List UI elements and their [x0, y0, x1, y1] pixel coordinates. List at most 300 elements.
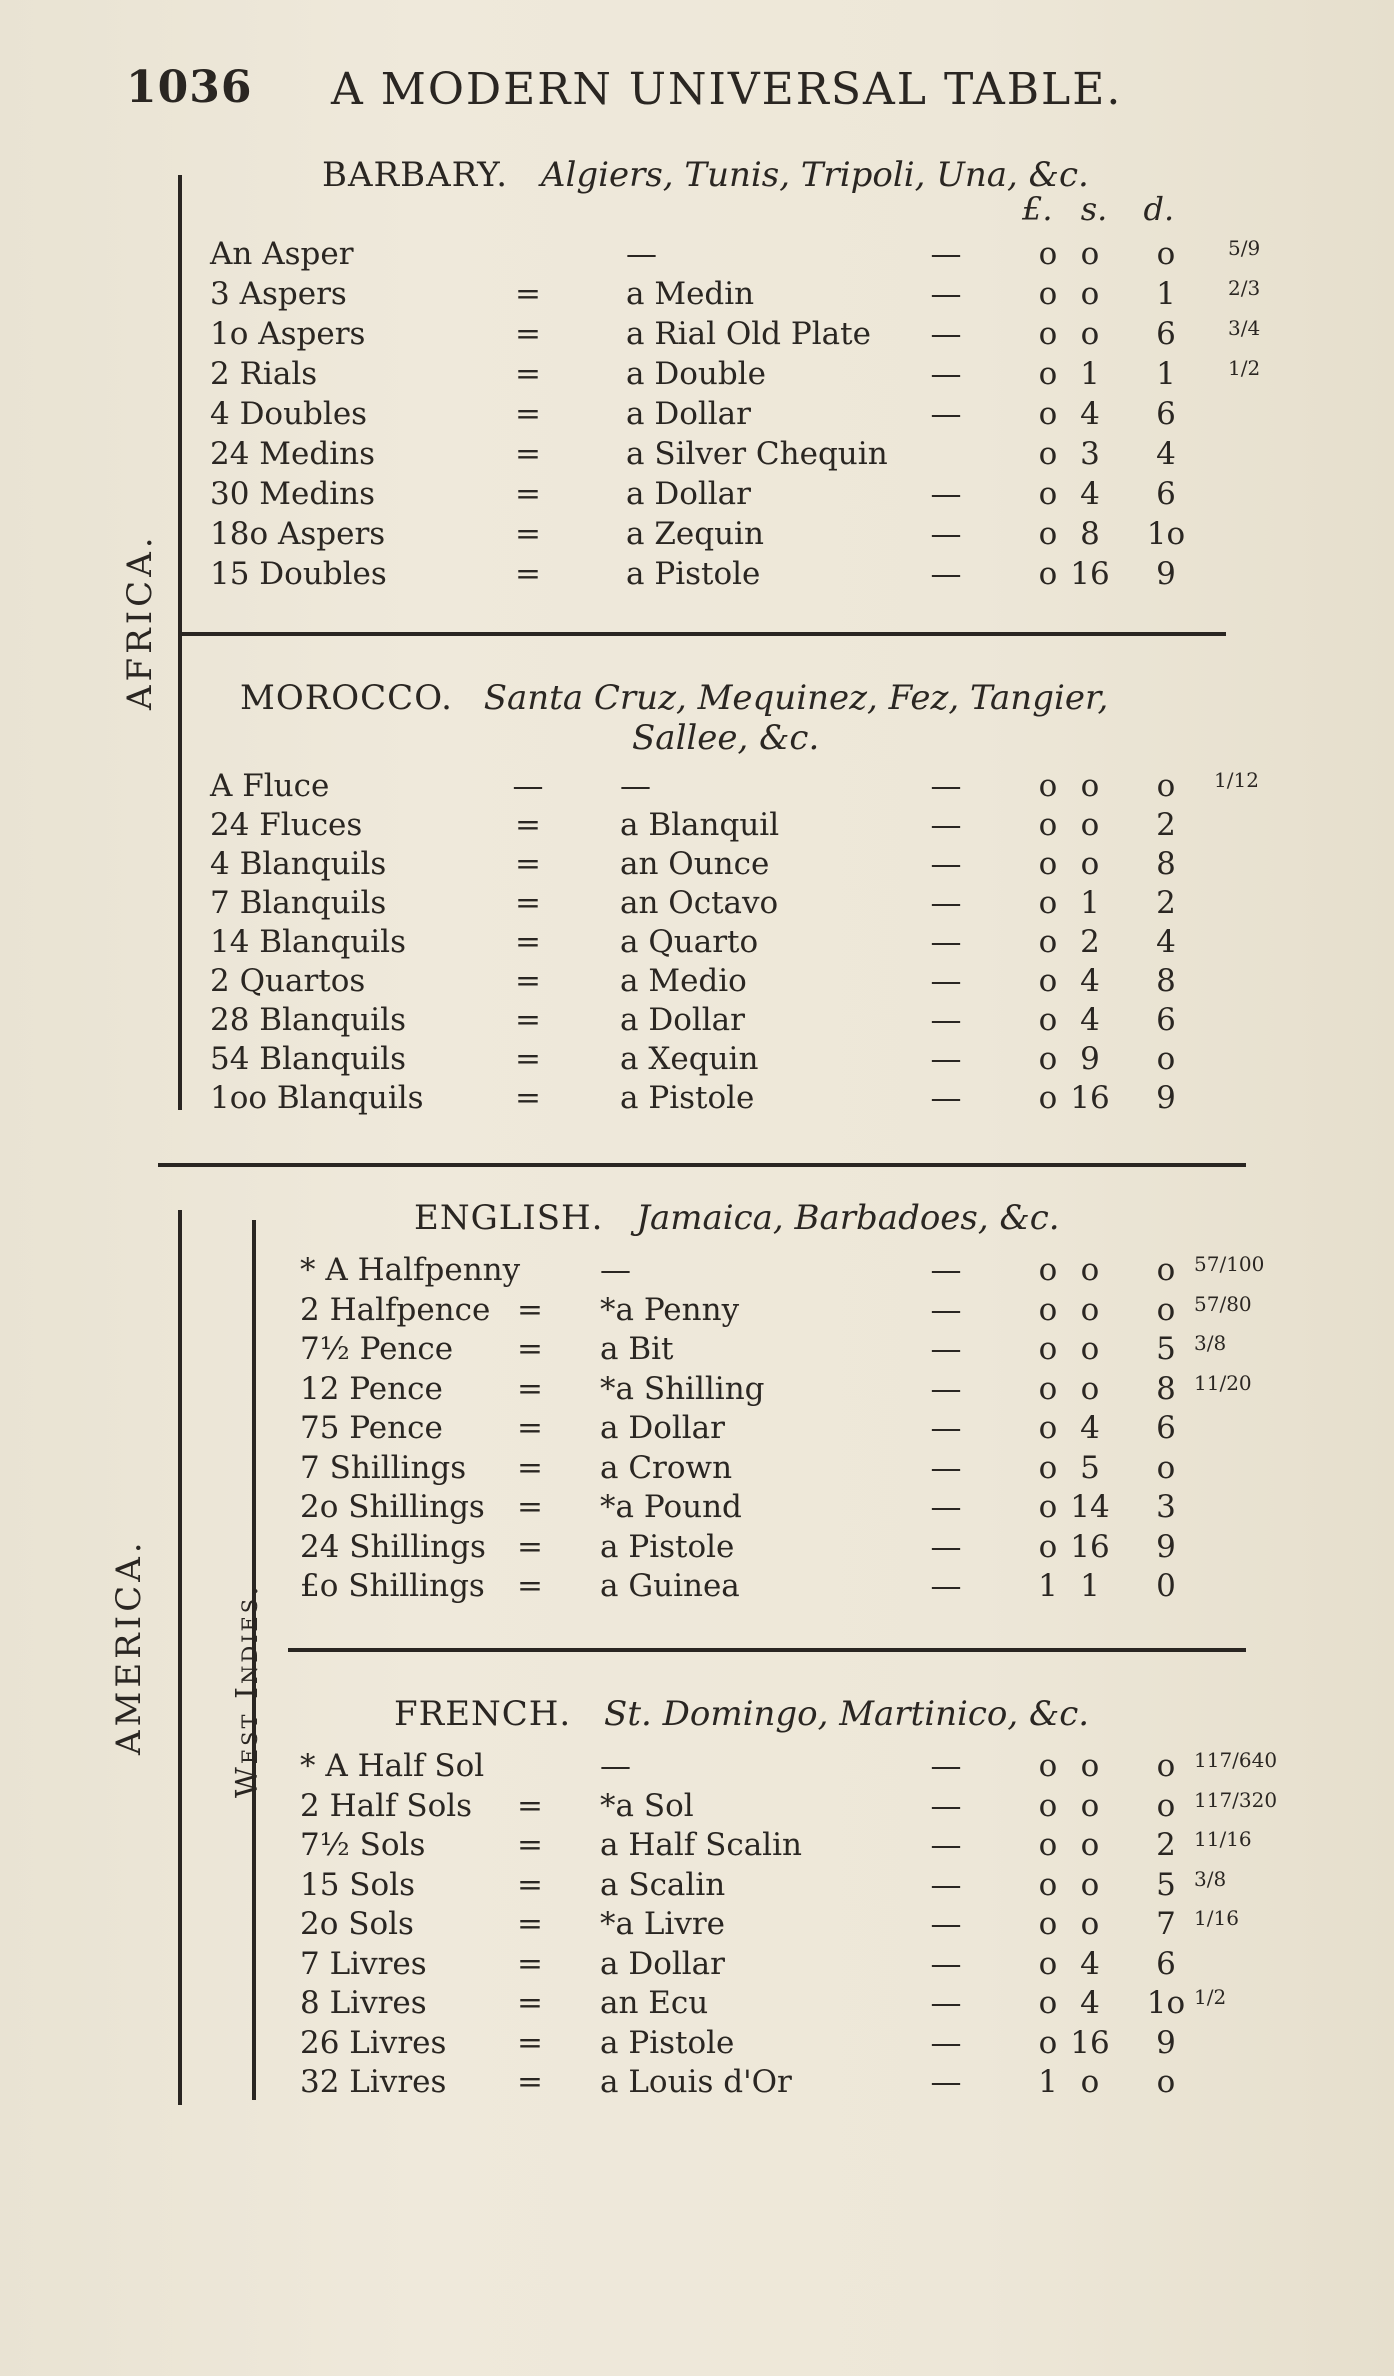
row-pence: 1	[1156, 356, 1176, 392]
table-row	[0, 556, 1394, 596]
row-left-quantity: 2o Sols	[300, 1906, 414, 1942]
table-row	[0, 2064, 1394, 2104]
morocco-title: MOROCCO.	[240, 678, 453, 718]
row-left-quantity: 2 Quartos	[210, 963, 366, 999]
row-left-quantity: * A Half Sol	[300, 1748, 485, 1784]
row-left-quantity: A Fluce	[210, 768, 330, 804]
row-pence: 3	[1156, 1489, 1176, 1525]
row-shillings: o	[1080, 1291, 1100, 1328]
row-pence-fraction: 57/80	[1194, 1291, 1252, 1316]
row-dash: —	[930, 1449, 962, 1486]
row-right-coin: a Xequin	[620, 1041, 759, 1077]
row-equals-sign: =	[515, 963, 541, 999]
row-equals-sign: =	[515, 396, 541, 432]
row-pence: 2	[1156, 1827, 1176, 1863]
row-right-coin: a Crown	[600, 1449, 733, 1486]
row-pence: 2	[1156, 885, 1176, 921]
row-equals-sign: =	[515, 846, 541, 882]
row-shillings: 8	[1080, 516, 1100, 552]
table-row	[0, 1002, 1394, 1042]
row-equals-sign: =	[517, 2064, 543, 2100]
row-pence: o	[1156, 2064, 1176, 2100]
row-equals-sign: =	[515, 316, 541, 352]
row-dash: —	[930, 963, 962, 999]
row-shillings: o	[1080, 768, 1100, 804]
row-pounds: o	[1038, 1906, 1058, 1942]
row-right-coin: a Pistole	[600, 2024, 735, 2061]
row-pence: 9	[1156, 2024, 1176, 2061]
row-pence: o	[1156, 768, 1176, 804]
row-pounds: o	[1038, 885, 1058, 921]
row-shillings: 4	[1080, 1002, 1100, 1038]
row-pence: 9	[1156, 556, 1176, 592]
row-equals-sign: =	[517, 1331, 543, 1367]
row-pence: o	[1156, 1291, 1176, 1328]
barbary-title: BARBARY.	[322, 155, 509, 195]
row-pence: o	[1156, 1748, 1176, 1784]
row-shillings: o	[1080, 1866, 1100, 1903]
row-right-coin: a Blanquil	[620, 807, 780, 843]
table-row	[0, 1985, 1394, 2025]
row-left-quantity: £o Shillings	[300, 1568, 485, 1604]
table-row	[0, 924, 1394, 964]
table-row	[0, 1906, 1394, 1946]
row-dash: —	[930, 556, 962, 592]
row-shillings: o	[1080, 1370, 1100, 1407]
row-left-quantity: 7 Shillings	[300, 1449, 467, 1486]
row-pence: 8	[1156, 963, 1176, 999]
row-right-coin: a Pistole	[600, 1528, 735, 1565]
row-pence: 1	[1156, 276, 1176, 312]
table-row	[0, 1946, 1394, 1986]
row-pounds: o	[1038, 236, 1058, 272]
row-shillings: o	[1080, 1252, 1100, 1288]
row-dash: —	[930, 885, 962, 921]
row-equals-sign: =	[515, 476, 541, 512]
row-pounds: o	[1038, 1252, 1058, 1288]
morocco-places-line2: Sallee, &c.	[632, 718, 820, 758]
row-equals-sign: =	[515, 1041, 541, 1077]
barbary-places: Algiers, Tunis, Tripoli, Una, &c.	[540, 155, 1089, 195]
row-pence-fraction: 117/640	[1194, 1748, 1278, 1772]
row-pounds: 1	[1038, 2064, 1058, 2100]
row-shillings: 16	[1070, 556, 1110, 592]
row-pounds: o	[1038, 276, 1058, 312]
row-right-coin: a Half Scalin	[600, 1827, 802, 1863]
row-right-coin: an Ounce	[620, 846, 770, 882]
row-dash: —	[930, 236, 962, 272]
row-pence: o	[1156, 236, 1176, 272]
table-row	[0, 885, 1394, 925]
row-equals-sign: =	[515, 516, 541, 552]
row-left-quantity: 18o Aspers	[210, 516, 386, 552]
row-dash: —	[930, 846, 962, 882]
row-right-coin: *a Shilling	[600, 1370, 765, 1407]
row-right-coin: —	[626, 236, 657, 272]
row-pounds: o	[1038, 356, 1058, 392]
row-pounds: o	[1038, 1041, 1058, 1077]
row-dash: —	[930, 1410, 962, 1446]
table-row	[0, 963, 1394, 1003]
row-shillings: 5	[1080, 1449, 1100, 1486]
row-pence-fraction: 57/100	[1194, 1252, 1265, 1276]
row-pence-fraction: 117/320	[1194, 1787, 1278, 1812]
row-pence: 6	[1156, 316, 1176, 352]
row-left-quantity: 4 Doubles	[210, 396, 368, 432]
row-dash: —	[930, 1080, 962, 1116]
row-pounds: o	[1038, 768, 1058, 804]
row-pounds: o	[1038, 2024, 1058, 2061]
row-pence: 1o	[1146, 1985, 1186, 2021]
row-left-quantity: 12 Pence	[300, 1370, 443, 1407]
row-right-coin: an Octavo	[620, 885, 779, 921]
row-pounds: o	[1038, 1331, 1058, 1367]
table-row	[0, 1748, 1394, 1788]
row-equals-sign: =	[517, 1291, 543, 1328]
row-equals-sign: =	[517, 1787, 543, 1824]
row-shillings: 4	[1080, 1985, 1100, 2021]
row-pence: 5	[1156, 1866, 1176, 1903]
row-dash: —	[930, 276, 962, 312]
row-equals-sign: =	[515, 807, 541, 843]
row-left-quantity: 1oo Blanquils	[210, 1080, 424, 1116]
table-row	[0, 2025, 1394, 2065]
row-dash: —	[930, 1866, 962, 1903]
row-dash: —	[930, 1985, 962, 2021]
french-heading	[394, 1694, 1089, 1734]
row-pence: 8	[1156, 846, 1176, 882]
row-pounds: o	[1038, 963, 1058, 999]
row-equals-sign: =	[515, 885, 541, 921]
row-dash: —	[930, 356, 962, 392]
row-dash: —	[930, 1945, 962, 1982]
row-pence: o	[1156, 1449, 1176, 1486]
row-dash: —	[930, 2064, 962, 2100]
row-pounds: o	[1038, 1945, 1058, 1982]
row-pence-fraction: 3/8	[1194, 1866, 1227, 1891]
row-left-quantity: 1o Aspers	[210, 316, 366, 352]
row-shillings: 1	[1080, 356, 1100, 392]
row-equals-sign: =	[515, 276, 541, 312]
row-equals-sign: =	[515, 1002, 541, 1038]
row-pounds: o	[1038, 1291, 1058, 1328]
row-pence: 9	[1156, 1528, 1176, 1565]
row-pence: o	[1156, 1252, 1176, 1288]
row-dash: —	[930, 768, 962, 804]
row-shillings: 16	[1070, 1080, 1110, 1116]
morocco-heading	[240, 678, 1108, 718]
row-pence-fraction: 5/9	[1228, 236, 1261, 260]
row-dash: —	[930, 1568, 962, 1604]
row-pence: 8	[1156, 1370, 1176, 1407]
barbary-heading	[322, 155, 1089, 195]
row-left-quantity: 30 Medins	[210, 476, 376, 512]
row-equals-sign: =	[517, 1568, 543, 1604]
row-right-coin: —	[620, 768, 651, 804]
row-pence-fraction: 11/16	[1194, 1827, 1252, 1851]
table-row	[0, 1041, 1394, 1081]
row-pounds: o	[1038, 476, 1058, 512]
pence-label: d.	[1143, 190, 1175, 228]
row-shillings: o	[1080, 1748, 1100, 1784]
row-left-quantity: 15 Doubles	[210, 556, 387, 592]
row-left-quantity: 3 Aspers	[210, 276, 347, 312]
row-shillings: 4	[1080, 1945, 1100, 1982]
row-equals-sign: =	[517, 1827, 543, 1863]
row-pence-fraction: 1/2	[1228, 356, 1261, 380]
row-shillings: 14	[1070, 1489, 1110, 1525]
row-left-quantity: 2o Shillings	[300, 1489, 485, 1525]
row-shillings: 16	[1070, 2024, 1110, 2061]
row-equals-sign: =	[517, 1985, 543, 2021]
row-pounds: o	[1038, 1787, 1058, 1824]
row-left-quantity: 8 Livres	[300, 1985, 427, 2021]
row-pence: 6	[1156, 476, 1176, 512]
row-pence-fraction: 2/3	[1228, 276, 1261, 300]
row-pence: 1o	[1146, 516, 1186, 552]
row-right-coin: —	[600, 1748, 631, 1784]
west-indies-label: West Indies.	[230, 1583, 265, 1798]
row-left-quantity: An Asper	[210, 236, 354, 272]
row-pence: 0	[1156, 1568, 1176, 1604]
table-row	[0, 846, 1394, 886]
row-right-coin: a Pistole	[620, 1080, 755, 1116]
row-left-quantity: 7½ Sols	[300, 1827, 426, 1863]
row-pounds: o	[1038, 1002, 1058, 1038]
row-shillings: 4	[1080, 396, 1100, 432]
row-equals-sign: =	[517, 1410, 543, 1446]
french-title: FRENCH.	[394, 1694, 572, 1734]
row-pence-fraction: 1/16	[1194, 1906, 1239, 1930]
row-left-quantity: 7½ Pence	[300, 1331, 454, 1367]
row-shillings: o	[1080, 316, 1100, 352]
row-shillings: 16	[1070, 1528, 1110, 1565]
row-pence-fraction: 1/12	[1214, 768, 1259, 792]
row-right-coin: a Scalin	[600, 1866, 726, 1903]
row-pounds: 1	[1038, 1568, 1058, 1604]
row-dash: —	[930, 1528, 962, 1565]
table-row	[0, 1410, 1394, 1450]
row-dash: —	[930, 1002, 962, 1038]
row-pence: 6	[1156, 1945, 1176, 1982]
row-equals-sign: =	[515, 1080, 541, 1116]
row-shillings: 1	[1080, 885, 1100, 921]
row-pounds: o	[1038, 1985, 1058, 2021]
english-heading	[414, 1198, 1060, 1238]
row-right-coin: a Silver Chequin	[626, 436, 888, 472]
row-right-coin: *a Sol	[600, 1787, 694, 1824]
america-label: AMERICA.	[109, 1538, 149, 1755]
row-shillings: 4	[1080, 476, 1100, 512]
row-equals-sign: =	[517, 1370, 543, 1407]
row-shillings: o	[1080, 1827, 1100, 1863]
lsd-header	[1022, 190, 1174, 228]
row-right-coin: a Dollar	[600, 1945, 725, 1982]
barbary-divider	[178, 632, 1226, 636]
row-dash: —	[930, 1787, 962, 1824]
row-pence: 6	[1156, 396, 1176, 432]
row-dash: —	[930, 2024, 962, 2061]
row-right-coin: a Louis d'Or	[600, 2064, 792, 2100]
running-head: A MODERN UNIVERSAL TABLE.	[331, 64, 1123, 115]
row-left-quantity: 75 Pence	[300, 1410, 443, 1446]
english-title: ENGLISH.	[414, 1198, 604, 1238]
row-shillings: o	[1080, 846, 1100, 882]
row-equals-sign: =	[515, 356, 541, 392]
row-pounds: o	[1038, 516, 1058, 552]
row-dash: —	[930, 807, 962, 843]
table-row	[0, 1292, 1394, 1332]
row-left-quantity: 24 Shillings	[300, 1528, 486, 1565]
row-pounds: o	[1038, 1449, 1058, 1486]
row-equals-sign: =	[515, 436, 541, 472]
table-row	[0, 1331, 1394, 1371]
row-shillings: o	[1080, 276, 1100, 312]
row-pence: 6	[1156, 1410, 1176, 1446]
row-dash: —	[930, 476, 962, 512]
row-left-quantity: 7 Blanquils	[210, 885, 387, 921]
row-equals-sign: =	[515, 924, 541, 960]
table-row	[0, 276, 1394, 316]
row-pence: 9	[1156, 1080, 1176, 1116]
row-equals-sign: —	[512, 768, 544, 804]
table-row	[0, 516, 1394, 556]
row-left-quantity: 15 Sols	[300, 1866, 416, 1903]
row-pence-fraction: 1/2	[1194, 1985, 1227, 2009]
row-left-quantity: * A Halfpenny	[300, 1252, 521, 1288]
table-row	[0, 1867, 1394, 1907]
table-row	[0, 1788, 1394, 1828]
table-row	[0, 1568, 1394, 1608]
row-left-quantity: 4 Blanquils	[210, 846, 387, 882]
row-equals-sign: =	[517, 1906, 543, 1942]
table-row	[0, 1529, 1394, 1569]
row-equals-sign: =	[515, 556, 541, 592]
row-pounds: o	[1038, 1489, 1058, 1525]
row-dash: —	[930, 396, 962, 432]
row-dash: —	[930, 924, 962, 960]
row-right-coin: a Medin	[626, 276, 755, 312]
morocco-places-line1: Santa Cruz, Mequinez, Fez, Tangier,	[483, 678, 1109, 718]
pounds-label: £.	[1022, 190, 1053, 228]
row-shillings: o	[1080, 807, 1100, 843]
table-row	[0, 436, 1394, 476]
row-left-quantity: 14 Blanquils	[210, 924, 406, 960]
row-right-coin: a Rial Old Plate	[626, 316, 871, 352]
row-dash: —	[930, 316, 962, 352]
row-equals-sign: =	[517, 1528, 543, 1565]
row-pounds: o	[1038, 1827, 1058, 1863]
row-dash: —	[930, 1827, 962, 1863]
row-right-coin: *a Penny	[600, 1291, 740, 1328]
row-pounds: o	[1038, 1528, 1058, 1565]
row-pence: 7	[1156, 1906, 1176, 1942]
row-shillings: o	[1080, 2064, 1100, 2100]
row-equals-sign: =	[517, 1866, 543, 1903]
row-shillings: 1	[1080, 1568, 1100, 1604]
table-row	[0, 807, 1394, 847]
row-pence: o	[1156, 1787, 1176, 1824]
table-row	[0, 236, 1394, 276]
row-dash: —	[930, 1331, 962, 1367]
row-pounds: o	[1038, 556, 1058, 592]
row-pounds: o	[1038, 1370, 1058, 1407]
morocco-heading-2	[632, 718, 819, 758]
table-row	[0, 396, 1394, 436]
row-pounds: o	[1038, 1080, 1058, 1116]
row-left-quantity: 24 Medins	[210, 436, 376, 472]
row-pounds: o	[1038, 1410, 1058, 1446]
row-shillings: 4	[1080, 963, 1100, 999]
table-row	[0, 356, 1394, 396]
french-places: St. Domingo, Martinico, &c.	[604, 1694, 1090, 1734]
row-right-coin: a Zequin	[626, 516, 764, 552]
africa-america-divider	[158, 1163, 1246, 1167]
row-left-quantity: 2 Halfpence	[300, 1291, 491, 1328]
row-equals-sign: =	[517, 1945, 543, 1982]
table-row	[0, 316, 1394, 356]
row-shillings: o	[1080, 1906, 1100, 1942]
row-right-coin: a Dollar	[620, 1002, 745, 1038]
shillings-label: s.	[1080, 190, 1108, 228]
page-number: 1036	[126, 62, 253, 113]
english-places: Jamaica, Barbadoes, &c.	[636, 1198, 1060, 1238]
row-dash: —	[930, 1489, 962, 1525]
row-shillings: 3	[1080, 436, 1100, 472]
row-right-coin: *a Livre	[600, 1906, 726, 1942]
row-right-coin: *a Pound	[600, 1489, 742, 1525]
row-pounds: o	[1038, 807, 1058, 843]
row-equals-sign: =	[517, 1449, 543, 1486]
row-pence-fraction: 11/20	[1194, 1370, 1252, 1395]
row-left-quantity: 2 Half Sols	[300, 1787, 473, 1824]
row-pence-fraction: 3/8	[1194, 1331, 1227, 1355]
row-right-coin: a Dollar	[626, 476, 751, 512]
row-pence: 2	[1156, 807, 1176, 843]
africa-label: AFRICA.	[120, 533, 160, 710]
row-equals-sign: =	[517, 1489, 543, 1525]
row-pence: 6	[1156, 1002, 1176, 1038]
row-left-quantity: 32 Livres	[300, 2064, 447, 2100]
row-pounds: o	[1038, 846, 1058, 882]
row-pounds: o	[1038, 924, 1058, 960]
row-pounds: o	[1038, 1748, 1058, 1784]
row-shillings: 4	[1080, 1410, 1100, 1446]
table-row	[0, 1252, 1394, 1292]
row-left-quantity: 54 Blanquils	[210, 1041, 406, 1077]
table-row	[0, 768, 1394, 808]
row-pence: o	[1156, 1041, 1176, 1077]
row-dash: —	[930, 1906, 962, 1942]
table-row	[0, 476, 1394, 516]
row-pence: 4	[1156, 436, 1176, 472]
row-pence: 4	[1156, 924, 1176, 960]
table-row	[0, 1827, 1394, 1867]
english-divider	[288, 1648, 1246, 1652]
row-shillings: o	[1080, 1331, 1100, 1367]
row-pence-fraction: 3/4	[1228, 316, 1261, 340]
row-right-coin: a Medio	[620, 963, 747, 999]
row-shillings: 9	[1080, 1041, 1100, 1077]
row-pounds: o	[1038, 1866, 1058, 1903]
row-right-coin: a Dollar	[600, 1410, 725, 1446]
row-left-quantity: 26 Livres	[300, 2024, 447, 2061]
row-right-coin: a Pistole	[626, 556, 761, 592]
row-dash: —	[930, 1041, 962, 1077]
table-row	[0, 1489, 1394, 1529]
table-row	[0, 1371, 1394, 1411]
row-left-quantity: 28 Blanquils	[210, 1002, 406, 1038]
